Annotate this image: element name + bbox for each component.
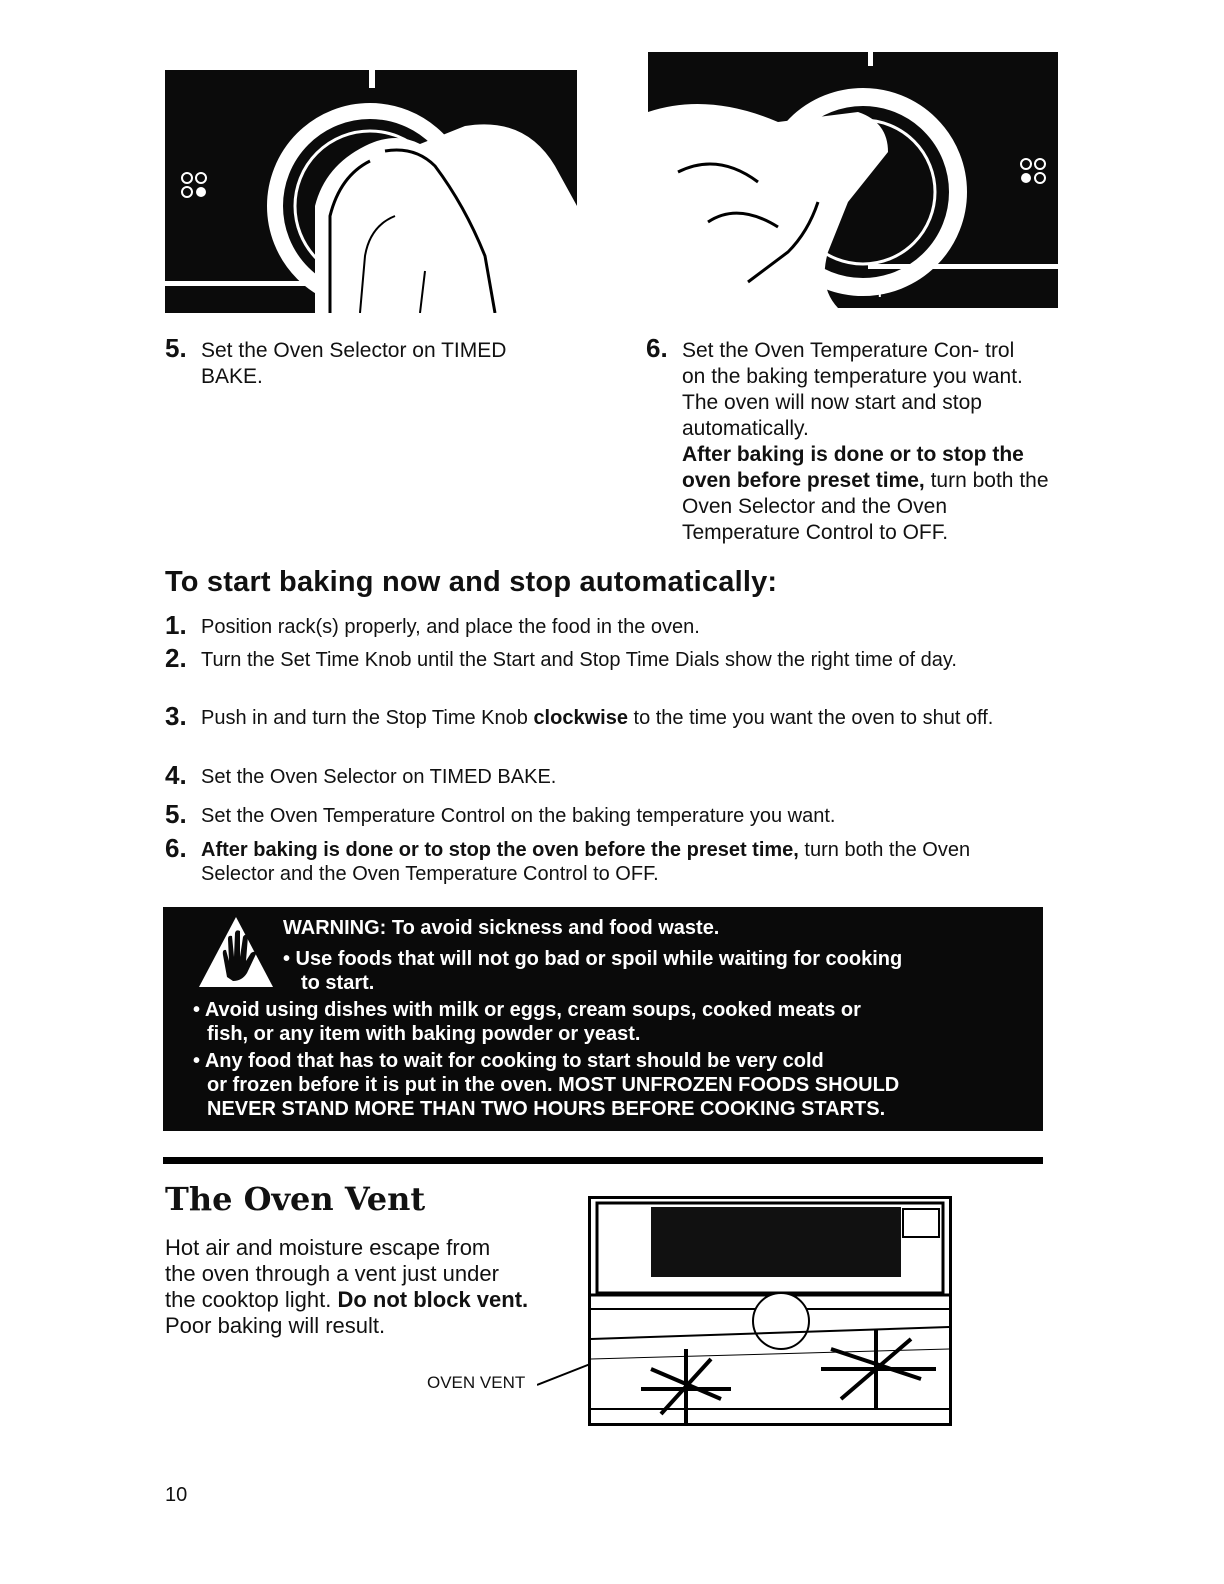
- step-number: 6.: [646, 333, 668, 363]
- item-text: [165, 701, 1041, 731]
- item-post: to the time you want the oven to shut off.: [627, 707, 994, 729]
- item-number: 3.: [165, 701, 187, 731]
- vent-body-line: the oven through a vent just under: [165, 1261, 499, 1286]
- item-number: 6.: [165, 833, 187, 863]
- item-pre: Turn the Set Time Knob until the Start and Stop Time Dials show the right time of day.: [201, 649, 957, 671]
- step-bold-text: After baking is done or to stop the oven before preset time,: [682, 443, 1024, 492]
- hand-warning-icon: [197, 915, 275, 989]
- oven-vent-callout: OVEN VENT: [427, 1373, 526, 1392]
- warning-line: or frozen before it is put in the oven. MOST UNFROZEN FOODS SHOULD: [207, 1074, 900, 1096]
- item-number: 4.: [165, 760, 187, 790]
- item-text: [165, 760, 1045, 790]
- item-bold: clockwise: [533, 707, 628, 729]
- oven-selector-illustration: [165, 56, 577, 313]
- item-text: [165, 610, 1045, 640]
- list-item-3: [165, 701, 1045, 731]
- vent-body-line: Hot air and moisture escape from: [165, 1235, 491, 1260]
- section-title: To start baking now and stop automatically:: [165, 566, 778, 598]
- step-text: Set the Oven Selector on TIMED BAKE.: [201, 339, 507, 388]
- warning-line: NEVER STAND MORE THAN TWO HOURS BEFORE COOKING STARTS.: [207, 1098, 886, 1120]
- warning-box: [163, 907, 1043, 1131]
- top-step-5: [165, 333, 585, 390]
- list-item-6: [165, 833, 1045, 886]
- warning-line: • Any food that has to wait for cooking to start should be very cold: [193, 1050, 824, 1072]
- item-post: turn both the Oven Selector and the Oven Temperature Control to OFF.: [201, 839, 971, 885]
- warning-line: to start.: [301, 972, 375, 994]
- oven-vent-body: [165, 1235, 565, 1339]
- warning-line: • Avoid using dishes with milk or eggs, cream soups, cooked meats or: [193, 999, 861, 1021]
- vent-body-line: the cooktop light.: [165, 1287, 332, 1312]
- step-number: 5.: [165, 333, 187, 363]
- oven-selector-drawing: [165, 56, 577, 313]
- item-number: 2.: [165, 643, 187, 673]
- item-number: 5.: [165, 799, 187, 829]
- step-after-bold: turn both the Oven Selector and the Oven Temperature Control to OFF.: [682, 469, 1049, 544]
- oven-vent-illustration: [588, 1196, 952, 1426]
- list-item-2: [165, 643, 1045, 673]
- warning-line: fish, or any item with baking powder or yeast.: [207, 1023, 641, 1045]
- item-pre: Position rack(s) properly, and place the food in the oven.: [201, 616, 700, 638]
- item-pre: Push in and turn the Stop Time Knob: [201, 707, 534, 729]
- item-text: [165, 833, 1021, 886]
- item-bold: After baking is done or to stop the oven before the preset time,: [201, 839, 799, 861]
- temperature-control-illustration: [648, 52, 1058, 308]
- section-heading: [165, 566, 777, 599]
- item-text: [165, 799, 1045, 829]
- range-cooktop-drawing: [591, 1199, 949, 1423]
- temp-label: temp: [853, 281, 887, 297]
- section-divider: [163, 1157, 1043, 1164]
- warning-title: WARNING: To avoid sickness and food waste.: [283, 917, 720, 939]
- item-text: [165, 643, 971, 673]
- item-number: 1.: [165, 610, 187, 640]
- step-text: Set the Oven Temperature Con- trol on the baking temperature you want. The oven will now start and stop automatically.: [682, 339, 1023, 440]
- list-item-1: [165, 610, 1045, 640]
- top-step-6: [646, 333, 1056, 546]
- list-item-4: [165, 760, 1045, 790]
- vent-warning-bold: Do not block vent.: [337, 1287, 529, 1312]
- item-pre: Set the Oven Temperature Control on the baking temperature you want.: [201, 805, 836, 827]
- warning-line: • Use foods that will not go bad or spoil while waiting for cooking: [283, 948, 903, 970]
- temperature-control-drawing: [648, 52, 1058, 308]
- list-item-5: [165, 799, 1045, 829]
- vent-after-bold: Poor baking will result.: [165, 1313, 386, 1338]
- page-number: 10: [165, 1484, 188, 1506]
- item-pre: Set the Oven Selector on TIMED BAKE.: [201, 766, 557, 788]
- oven-vent-title: The Oven Vent: [165, 1180, 426, 1218]
